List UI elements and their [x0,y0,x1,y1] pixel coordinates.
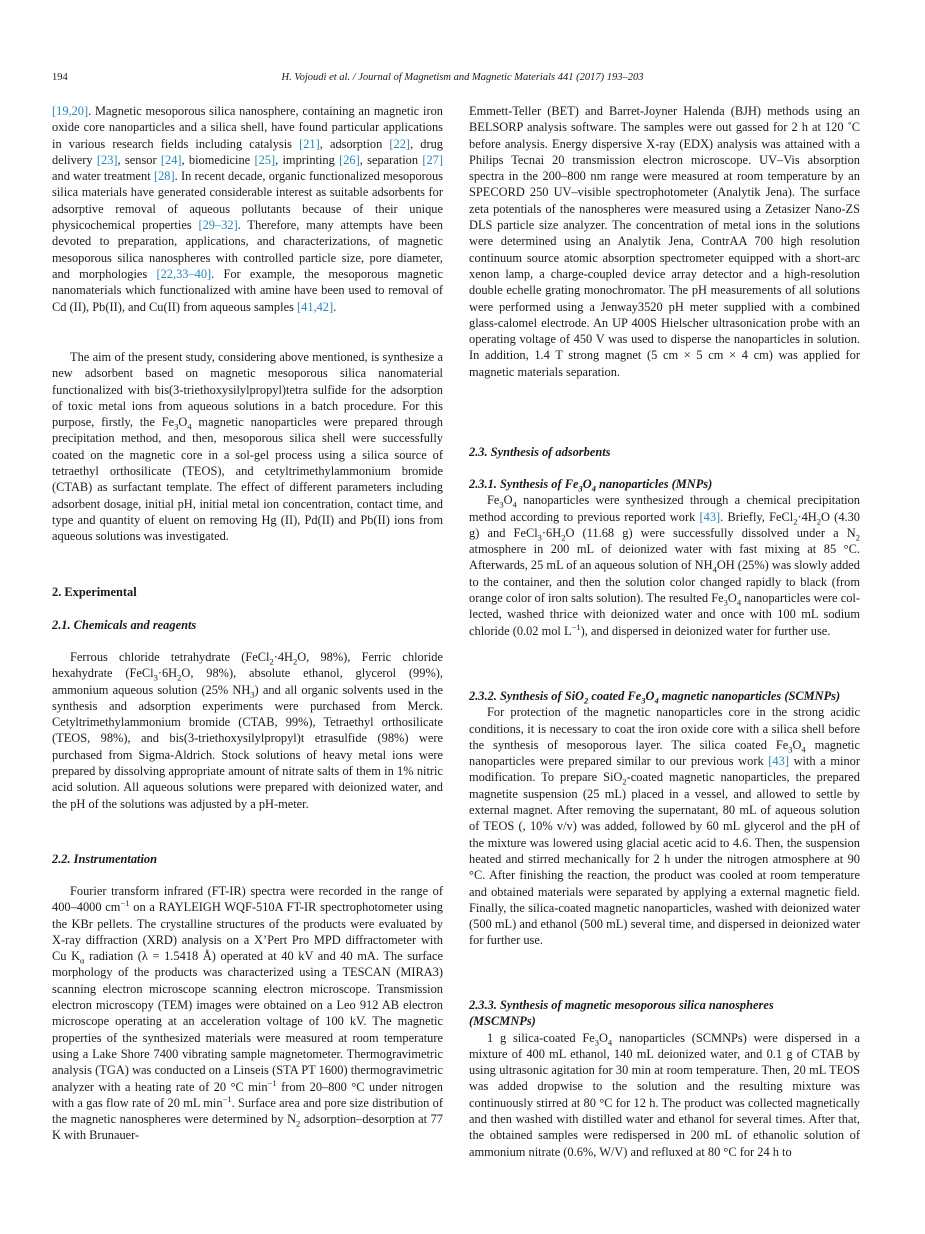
text-run: ·6H [541,525,562,540]
paragraph-instrumentation-continued [469,103,860,380]
text-run: O [645,689,655,703]
text-run: ·4H [797,509,817,524]
citation-link[interactable]: [43] [699,509,721,524]
citation-link[interactable]: [29–32] [198,218,238,233]
paragraph-text [52,883,443,1144]
subscript: 3 [499,499,504,510]
text-run: radiation (λ = 1.5418 Å) operated at 40 kV and 40 mA. The surface morphology of the products was characterized using a TESCAN (MIRA3) scanning electron microscope scanning electron microscope. Transmission electron microscopy (TEM) images were obtained on a Leo 912 AB electron microscope operating at an acceleration voltage of 100 kV. The magnetic properties of the synthesized materials were measured at room temperature using a Lake Shore 7400 vibrating sample magnetometer. Thermogravimetric analysis (TGA) was conducted on a Linseis (STA PT 1600) thermogravimetric analyzer with a heating rate of 20 °C min [52,949,443,1094]
citation-link[interactable]: [27] [422,152,443,167]
text-run: O [582,477,592,491]
text-run: nanoparticles (MNPs) [595,477,713,491]
text-run: O [792,737,802,752]
subscript: 3 [594,1037,599,1048]
text-run: with a minor modification. To prepare SiO [469,754,860,785]
text-run: 2.3.3. Synthesis of magnetic mesoporous silica nanospheres (MSCMNPs) [469,998,774,1029]
text-run: O, 98%), absolute ethanol, glycerol (99%), ammonium aqueous solution (25% NH [52,666,443,697]
subsection-heading-mnps [469,476,860,492]
subscript: 4 [591,483,596,494]
subscript: 3 [250,689,255,700]
citation-link[interactable]: [21] [299,136,320,151]
subsection-scmnps [469,688,860,949]
subsection-heading-mscmnps [469,997,799,1030]
subsection-mnps [469,476,860,639]
text-run: Emmett-Teller (BET) and Barret-Joyner Halenda (BJH) methods using an BELSORP analysis software. The samples were out gassed for 2 h at 120 ˚C before analysis. Energy dispersive X-ray (EDX) analysis was attained with a Philips Tecnai 20 transmission electron microscope. UV–Vis absorption spectra in the 200–800 nm range were measured at room temperature by an SPECORD 250 UV–visible spectrophotometer (Analytik Jena). The surface zeta potentials of the nanospheres were measured using a Zetasizer Nano-ZS DLS particle size analyzer. The concentration of metal ions in the solutions were determined using an Analytik Jena, ContrAA 700 high resolution continuum source atomic absorption spectrometer equipped with a short-arc xenon lamp, a charge-coupled device array detector and a high-resolution double echelle grating monochromator. The pH measurements of all solutions were performed using a Jenway3520 pH meter supplied with a combined glass-calomel electrode. An UP 400S Hielscher ultrasonication probe with an operating voltage of 450 V was used to disperse the nanoparticles in solution. In addition, 1.4 T strong magnet (5 cm × 5 cm × 4 cm) was applied for magnetic materials separation. [469,104,860,379]
paragraph-chemicals [52,649,443,812]
paragraph-text [469,1030,860,1160]
subscript: 3 [788,744,793,755]
superscript: −1 [120,898,130,909]
paragraph-text [52,649,443,812]
paragraph-instrumentation [52,883,443,1144]
text-run: O (4.30 g) and FeCl [469,509,860,540]
text-run: magnetic nanoparticles were prepared through precipitation method, and then, mesoporous silica shell were successfully coated on the magnetic core in a sol-gel process using a silica source of tetraethyl orthosilicate (TEOS), and cetyltrimethylammonium bromide (CTAB) as surfactant template. The effect of different parameters including adsorbent dosage, initial pH, initial metal ion concentration, contact time, and type and quantity of eluent on removing Hg (II), Pd(II) and Pb(II) ions from aqueous solutions was investigated. [52,415,443,544]
subsection-mscmnps [469,997,860,1160]
text-run: , imprinting [275,152,340,167]
paragraph-text [469,103,860,380]
citation-link[interactable]: [41,42] [297,299,334,314]
text-run: atmosphere in 200 mL of deionized water with fast mixing at 85 °C. Afterwards, 25 mL of an aqueous solution of NH [469,542,860,573]
subsection-heading-synthesis-adsorbents: 2.3. Synthesis of adsorbents [469,445,611,459]
subscript: 4 [712,564,717,575]
text-run: ), and dispersed in deionized water for further use. [580,623,831,638]
subscript: 4 [607,1037,613,1048]
text-run: on a RAYLEIGH WQF-510A FT-IR spectrophotometer using the KBr pellets. The crystalline structures of the products were evaluated by X-ray diffraction (XRD) analysis on a X’Pert Pro MPD diffractometer with Cu K [52,900,443,964]
section-heading-experimental: 2. Experimental [52,585,137,599]
subsection-heading-chemicals: 2.1. Chemicals and reagents [52,618,197,632]
paragraph-text [52,103,443,315]
superscript: −1 [222,1093,232,1104]
subscript: 3 [578,483,583,494]
text-run: O (11.68 g) were successfully dissolved under a N [565,525,856,540]
subscript: 2 [292,656,298,667]
citation-link[interactable]: [26] [339,152,360,167]
page-number: 194 [52,72,68,83]
citation-link[interactable]: [28] [153,169,175,184]
text-run: from 20–800 °C under nitrogen with a gas flow rate of 20 mL min [52,1079,443,1110]
paragraph-aim [52,349,443,545]
paragraph-text [52,349,443,545]
subscript: 3 [174,421,179,432]
subscript: 4 [736,597,742,608]
text-run: coated Fe [588,689,642,703]
text-run: . In recent decade, organic functionalized mesoporous silica materials have generated considerable interest as suitable adsorbents for adsorptive removal of aqueous pollutants because of their unique physicochemical properties [52,169,443,233]
paragraph-intro-continued [52,103,443,315]
subscript: 3 [641,695,646,706]
subscript: 4 [654,695,659,706]
text-run: -coated magnetic nanoparticles, the prepared magnetite suspension (25 mL) placed in a vessel, and allowed to settle by external magnet. After removing the supernatant, 80 mL of aqueous solution of TEOS (, 10% v/v) was added, followed by 60 mL glycerol and the pH of the mixture was lowered using glacial acetic acid to 4.6. Then, the suspension heated and stirred mechanically for 2 h under the nitrogen atmosphere at 90 °C. After finishing the reaction, the product was cooled at room temperature and obtained materials were separated by applying a external magnetic field. Finally, the silica-coated magnetic nanoparticles, washed with deionized water (500 mL) and ethanol (500 mL) several time, and dispersed in deionized water for further use. [469,770,860,948]
text-run: magnetic nanoparticles (SCMNPs) [658,689,841,703]
citation-link[interactable]: [25] [254,152,276,167]
subscript: α [80,955,85,966]
text-run: nanoparticles were synthesized through a chemical precipitation method according to previous reported work [469,493,860,524]
subscript: 2 [561,532,566,543]
paragraph-text [469,704,860,948]
text-run: Fe [487,493,500,508]
text-run: magnetic nanoparticles were prepared similar to our previous work [469,737,861,769]
text-run: O [598,1030,608,1045]
text-run: . Briefly, FeCl [720,509,794,524]
text-run: . For example, the mesoporous magnetic nanomaterials which functionalized with amine have been used to removal of Cd (II), Pb(II), and Cu(II) from aqueous samples [52,266,443,314]
text-run: ) and all organic solvents used in the synthesis and adsorption experiments were purchased from Merck. Cetyltrimethylammonium bromide (CTAB, 99%), Tetraethyl orthosilicate (TEOS, 98%), and bis(3-triethoxysilylpropyl)t etrasulfide (98%) were purchased from Sigma-Aldrich. Stock solutions of heavy metal ions were prepared by dissolving appropriate amount of nitrate salts of them in 1% nitric acid solution. All aqueous solutions were prepared with deionized water, and the pH of the solutions was adjusted by a pH-meter. [52,682,443,811]
text-run: For protection of the magnetic nanoparticles core in the strong acidic conditions, it is necessary to coat the iron oxide core with a silica shell before the synthesis of mesoporous layer. The silica coated Fe [469,705,860,752]
text-run: , sensor [117,152,161,167]
superscript: −1 [571,621,581,632]
paragraph-text [469,492,860,639]
subscript: 2 [855,532,860,543]
subscript: 4 [801,744,806,755]
subscript: 2 [296,1118,301,1129]
subscript: 4 [187,421,192,432]
citation-link[interactable]: [23] [96,152,118,167]
text-run: Ferrous chloride tetrahydrate (FeCl [70,650,270,664]
text-run: ·4H [273,650,293,664]
text-run: , separation [359,152,423,167]
text-run: OH (25%) was slowly added to the container, and then the solution color changed rapidly to black (from orange color of iron salts solution). The resulted Fe [469,558,860,606]
text-run: , biomedicine [181,152,255,167]
text-run: O, 98%), Ferric chloride hexahydrate (FeCl [52,650,443,681]
text-run: 1 g silica-coated Fe [487,1030,595,1045]
citation-link[interactable]: [22,33–40] [156,266,212,281]
text-run: The aim of the present study, considering above mentioned, is synthesize a new adsorbent based on magnetic mesoporous silica nanomaterial functionalized with bis(3-triethoxysilylpropyl)tetra sulfide for the adsorption of toxic metal ions from aqueous solutions in a batch procedure. For this purpose, firstly, the Fe [52,350,443,430]
text-run: . Therefore, many attempts have been devoted to preparation, applications, and characterizations, of magnetic mesoporous silica nanospheres with controlled particle size, pore diameter, and morphologies [52,218,443,281]
text-run: , drug delivery [52,136,443,167]
subscript: 3 [537,532,542,543]
subscript: 4 [512,499,517,510]
subsection-heading-instrumentation: 2.2. Instrumentation [52,852,158,866]
text-run: nanoparticles were collected, washed thrice with deionized water and once with 100 mL sodium chloride (0.02 mol L [469,591,861,638]
text-run: nanoparticles (SCMNPs) were dispersed in a mixture of 400 mL ethanol, 140 mL deionized water, and 0.1 g of CTAB by using ultrasonic agitation for 30 min at room temperature. Then, 20 mL TEOS was added dropwise to the solution and the resulting mixture was continuously stirred at 80 °C for 12 h. The product was collected magnetically and then washed with distilled water and ethanol for several times. After that, the obtained samples were redispersed in 200 mL of ethanolic solution of ammonium nitrate (0.6%, W/V) and refluxed at 80 °C for 24 h to [469,1030,860,1159]
text-run: , adsorption [319,136,390,151]
text-run: . [333,299,337,314]
subscript: 2 [177,672,182,683]
running-title: H. Vojoudi et al. / Journal of Magnetism and Magnetic Materials 441 (2017) 193–203 [281,72,644,83]
subscript: 2 [622,776,627,787]
subscript: 2 [793,516,798,527]
text-run: O [178,415,188,430]
subscript: 3 [723,597,728,608]
text-run: 2.3.2. Synthesis of SiO [469,689,584,703]
text-run: Fourier transform infrared (FT-IR) spectra were recorded in the range of 400–4000 cm [52,884,443,915]
text-run: . Magnetic mesoporous silica nanosphere, containing an magnetic iron oxide core nanoparticles and a silica shell, have found particular applications in various research fields including catalysis [52,104,443,151]
text-run: adsorption–desorption at 77 K with Brunauer- [52,1112,443,1143]
text-run: ·6H [157,666,178,681]
text-run: O [727,591,737,606]
superscript: −1 [267,1077,277,1088]
citation-link[interactable]: [43] [768,754,789,769]
citation-link[interactable]: [22] [389,136,411,151]
citation-link[interactable]: [19,20] [52,104,89,118]
subscript: 2 [269,656,274,667]
text-run: 2.3.1. Synthesis of Fe [469,477,579,491]
subscript: 2 [816,516,821,527]
text-run: . Surface area and pore size distribution of the magnetic nanospheres were determined by N [52,1095,444,1127]
subscript: 2 [583,695,589,706]
text-run: and water treatment [52,169,154,184]
citation-link[interactable]: [24] [160,152,182,167]
subsection-heading-scmnps [469,688,860,704]
subscript: 3 [153,672,158,683]
text-run: O [503,493,513,508]
